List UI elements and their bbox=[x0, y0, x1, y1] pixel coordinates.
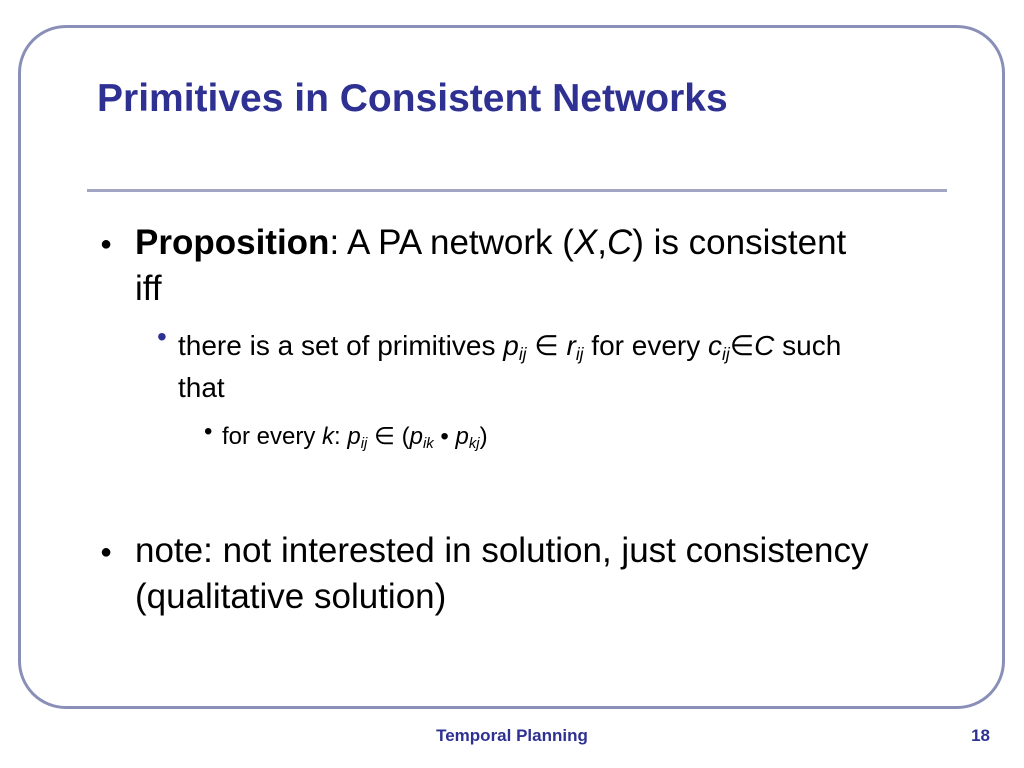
bullet-note bbox=[100, 528, 875, 620]
var-p: p bbox=[455, 423, 469, 450]
subscript-ij: ij bbox=[575, 344, 584, 365]
subscript-ij: ij bbox=[360, 436, 368, 453]
element-of: ∈ bbox=[729, 330, 755, 361]
element-of: ∈ bbox=[526, 330, 567, 361]
sub-bullet-marker: • bbox=[157, 321, 167, 352]
sub-bullet-primitives bbox=[157, 321, 888, 409]
var-c: C bbox=[607, 223, 633, 262]
subscript-ij: ij bbox=[518, 344, 527, 365]
var-x: X bbox=[573, 223, 598, 262]
subscript-ij: ij bbox=[722, 344, 730, 365]
subscript-ik: ik bbox=[422, 436, 434, 453]
title-divider bbox=[87, 189, 947, 192]
slide-title: Primitives in Consistent Networks bbox=[97, 77, 728, 120]
bullet-text: such that bbox=[178, 330, 842, 403]
bullet-text: there is a set of primitives bbox=[178, 330, 504, 361]
bullet-text: note: not interested in solution, just consistency (qualitative solution) bbox=[135, 531, 869, 616]
composition-dot: • bbox=[433, 423, 456, 450]
sub-sub-bullet-for-every-k bbox=[204, 418, 842, 454]
bullet-text: for every bbox=[583, 330, 709, 361]
footer-title: Temporal Planning bbox=[436, 726, 588, 745]
var-p: p bbox=[409, 423, 423, 450]
subscript-kj: kj bbox=[468, 436, 480, 453]
bullet-proposition bbox=[100, 220, 855, 312]
var-p: p bbox=[347, 423, 361, 450]
colon: : bbox=[334, 423, 348, 450]
bullet-text: : A PA network ( bbox=[329, 223, 574, 262]
var-r: r bbox=[566, 330, 576, 361]
comma: , bbox=[597, 223, 608, 262]
slide-number: 18 bbox=[971, 726, 990, 745]
bullet-text: for every bbox=[222, 423, 323, 450]
bullet-text: ) is consistent iff bbox=[135, 223, 847, 308]
bullet-marker: ● bbox=[100, 541, 113, 563]
proposition-label: Proposition bbox=[135, 223, 330, 262]
var-C: C bbox=[754, 330, 775, 361]
bullet-marker: ● bbox=[100, 233, 113, 255]
element-of: ∈ ( bbox=[367, 423, 410, 450]
close-paren: ) bbox=[479, 423, 488, 450]
sub-sub-bullet-marker: • bbox=[204, 418, 213, 445]
var-c: c bbox=[708, 330, 723, 361]
var-k: k bbox=[322, 423, 335, 450]
var-p: p bbox=[503, 330, 519, 361]
